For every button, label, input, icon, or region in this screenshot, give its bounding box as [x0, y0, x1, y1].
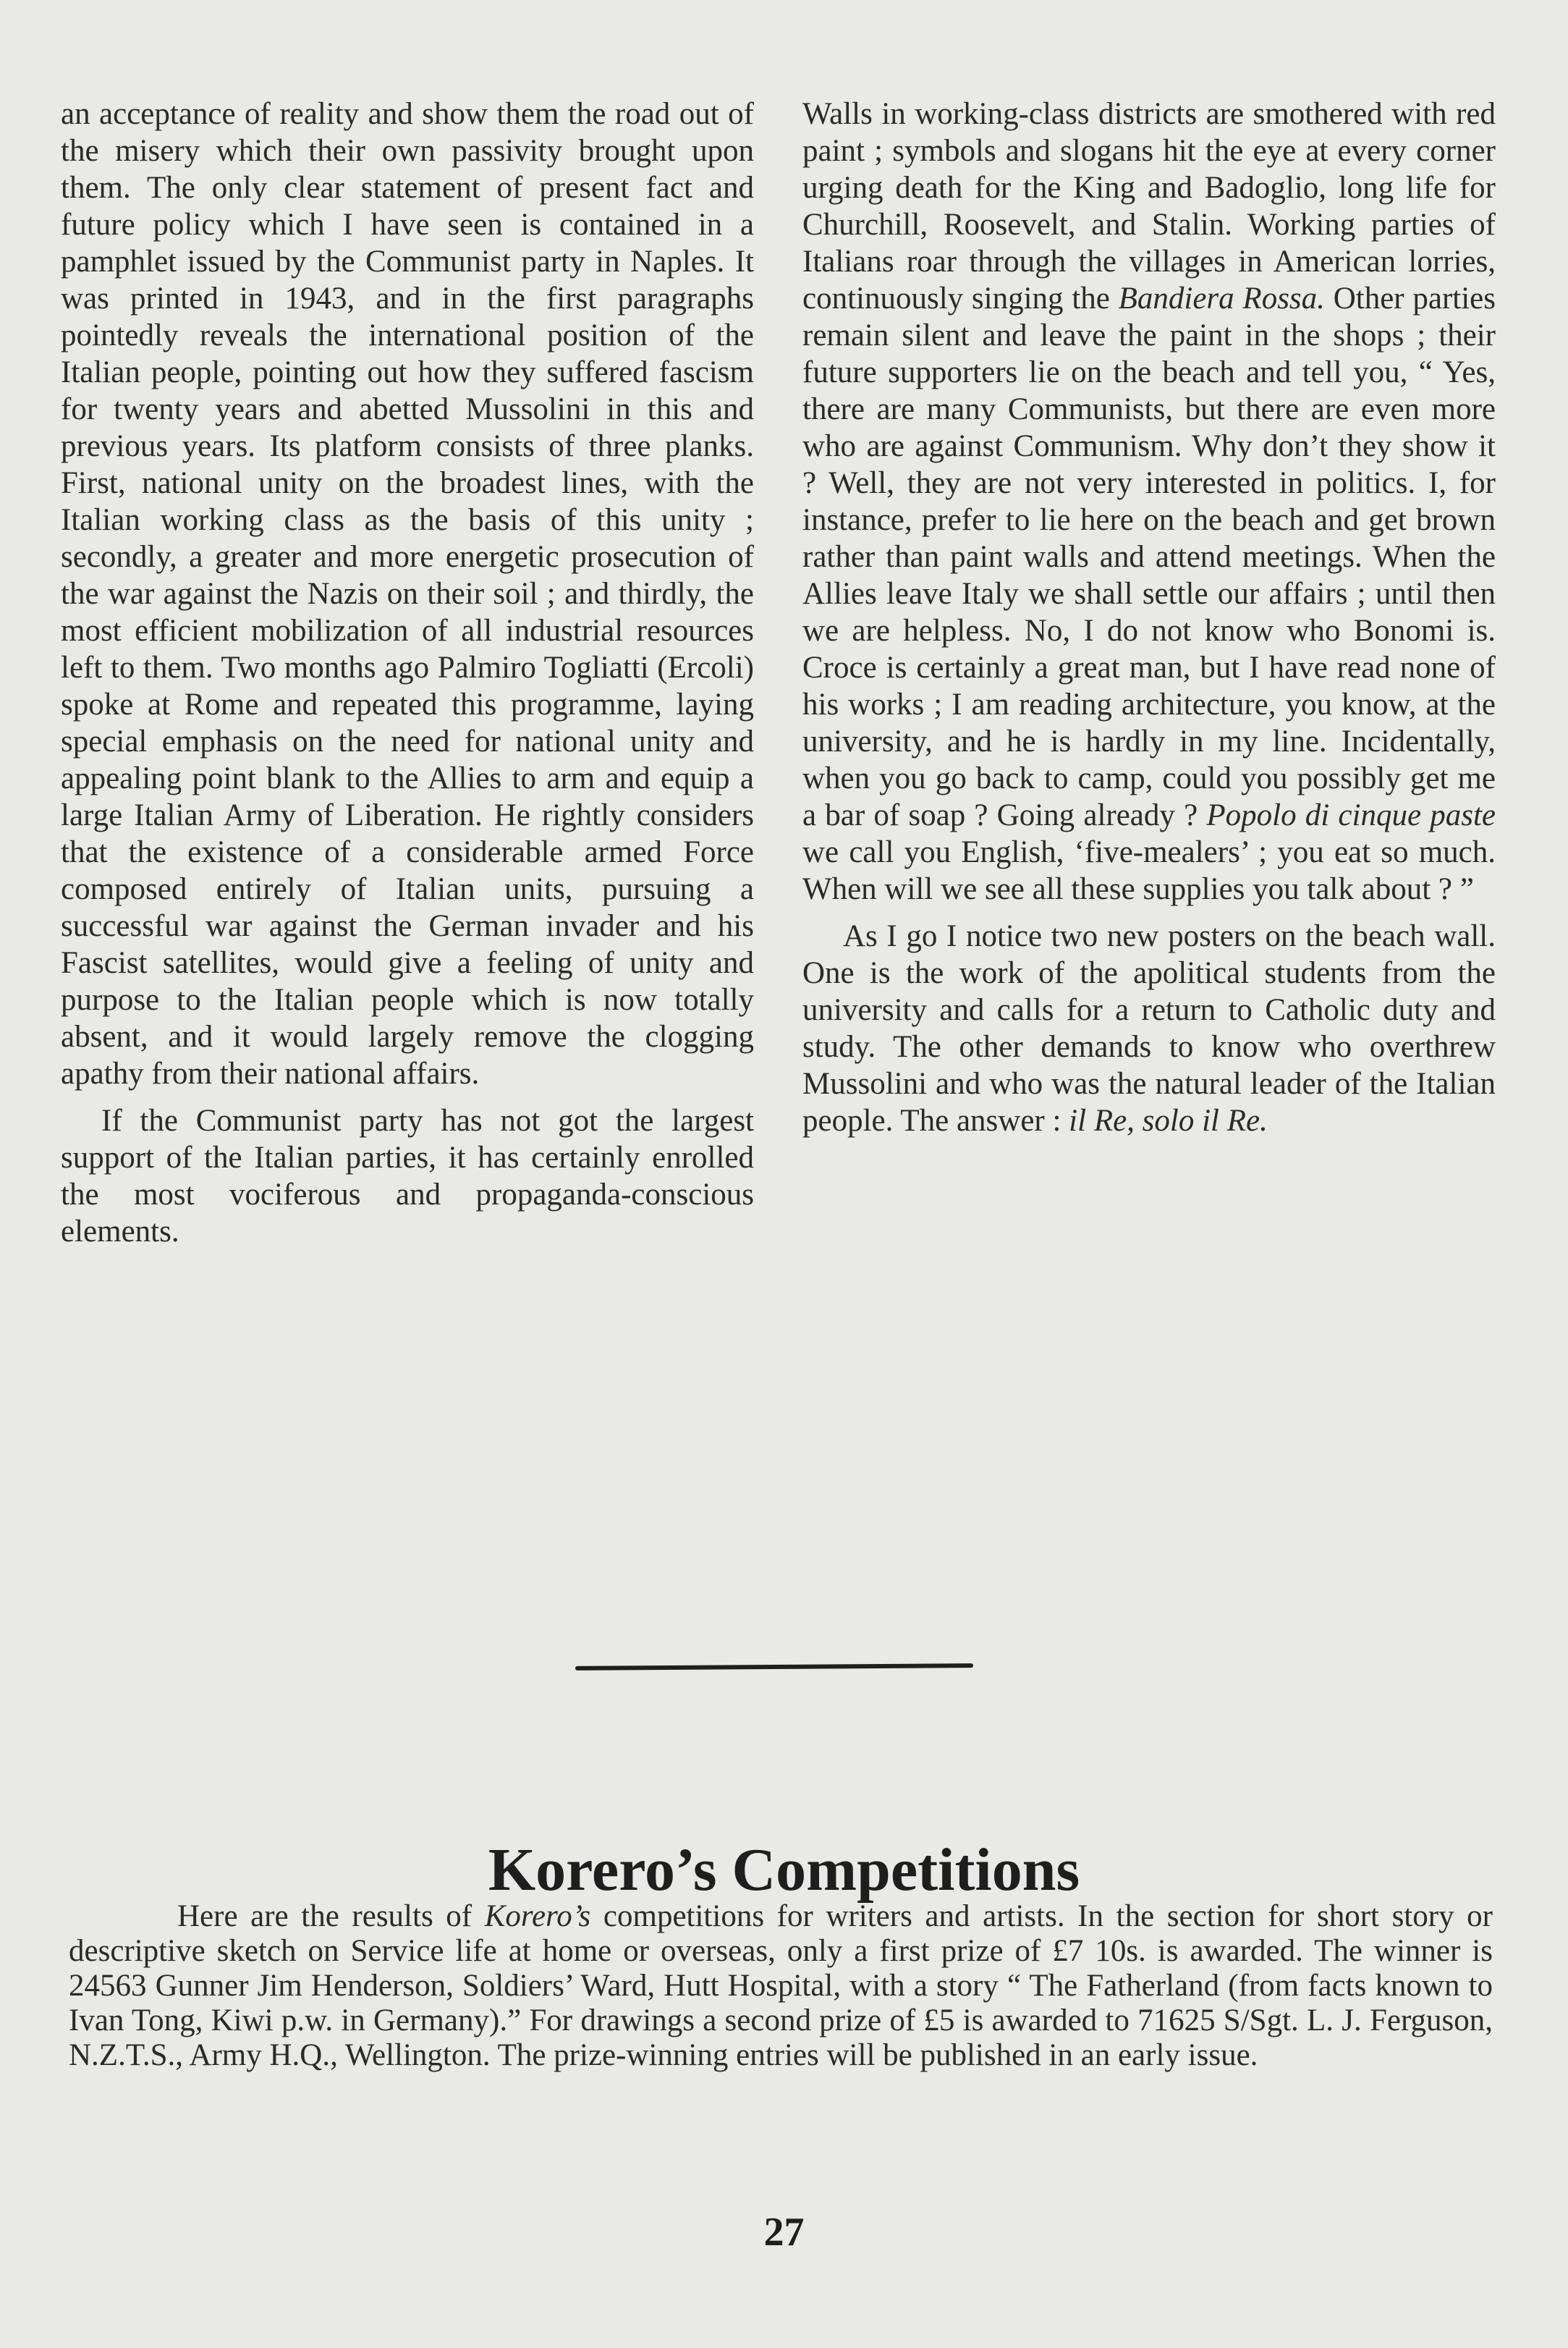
article-paragraph — [802, 96, 1496, 908]
italic-answer: il Re, solo il Re. — [1069, 1104, 1268, 1138]
text-run: As I go I notice two new posters on the beach wall. One is the work of the apolitical students from the university and calls for a return to Catholic duty and study. The other demands to know who overthrew Mussolini and who was the natural leader of the Italian people. The answer : — [802, 919, 1496, 1138]
page-number: 27 — [763, 2210, 805, 2255]
text-run: Other parties remain silent and leave the paint in the shops ; their future supporters lie on the beach and tell you, “ Yes, there are many Communists, but there are even more who are against Communism. Why don’t they show it ? Well, they are not very interested in politics. I, for instance, prefer to lie here on the beach and get brown rather than paint walls and attend meetings. When the Allies leave Italy we shall settle our affairs ; until then we are helpless. No, I do not know who Bonomi is. Croce is certainly a great man, but I have read none of his works ; I am reading architecture, you know, at the university, and he is hardly in my line. Incidentally, when you go back to camp, could you possibly get me a bar of soap ? Going already ? — [802, 282, 1496, 832]
section-heading: Korero’s Competitions — [488, 1836, 1080, 1904]
article-left-column — [61, 96, 754, 1250]
article-paragraph: an acceptance of reality and show them the road out of the misery which their own passivity brought upon them. The only clear statement of present fact and future policy which I have seen is contained in a pamphlet issued by the Communist party in Naples. It was printed in 1943, and in the first paragraphs pointedly reveals the international position of the Italian people, pointing out how they suffered fascism for twenty years and abetted Mussolini in this and previous years. Its platform consists of three planks. First, national unity on the broadest lines, with the Italian working class as the basis of this unity ; secondly, a greater and more energetic prosecution of the war against the Nazis on their soil ; and thirdly, the most efficient mobilization of all industrial resources left to them. Two months ago Palmiro Togliatti (Ercoli) spoke at Rome and repeated this programme, laying special emphasis on the need for national unity and appealing point blank to the Allies to arm and equip a large Italian Army of Liberation. He rightly considers that the existence of a considerable armed Force composed entirely of Italian units, pursuing a successful war against the German invader and his Fascist satellites, would give a feeling of unity and purpose to the Italian people which is now totally absent, and it would largely remove the clogging apathy from their national affairs. — [61, 97, 754, 1091]
text-run: Here are the results of — [177, 1899, 485, 1933]
article-paragraph: If the Communist party has not got the largest support of the Italian parties, it has certainly enrolled the most vociferous and propaganda-conscious elements. — [61, 1104, 754, 1249]
italic-magazine-name: Korero’s — [484, 1899, 591, 1933]
text-run: we call you English, ‘five-mealers’ ; you eat so much. When will we see all these supplies you talk about ? ” — [802, 835, 1496, 906]
article-paragraph — [802, 918, 1496, 1139]
competition-results-paragraph — [69, 1899, 1493, 2073]
article-right-column — [802, 96, 1496, 1139]
text-run: competitions for writers and artists. In the section for short story or descriptive sketch on Service life at home or overseas, only a first prize of £7 10s. is awarded. The winner is 24563 Gunner Jim Henderson, Soldiers’ Ward, Hutt Hospital, with a story “ The Fatherland (from facts known to Ivan Tong, Kiwi p.w. in Germany).” For drawings a second prize of £5 is awarded to 71625 S/Sgt. L. J. Ferguson, N.Z.T.S., Army H.Q., Wellington. The prize-winning entries will be published in an early issue. — [69, 1899, 1493, 2072]
italic-song-title: Bandiera Rossa. — [1118, 282, 1325, 316]
text-run: Walls in working-class districts are smothered with red paint ; symbols and slogans hit the eye at every corner urging death for the King and Badoglio, long life for Churchill, Roosevelt, and Stalin. Working parties of Italians roar through the villages in American lorries, continuously singing the — [802, 97, 1496, 316]
italic-phrase: Popolo di cinque paste — [1206, 798, 1496, 832]
section-divider — [575, 1663, 973, 1671]
